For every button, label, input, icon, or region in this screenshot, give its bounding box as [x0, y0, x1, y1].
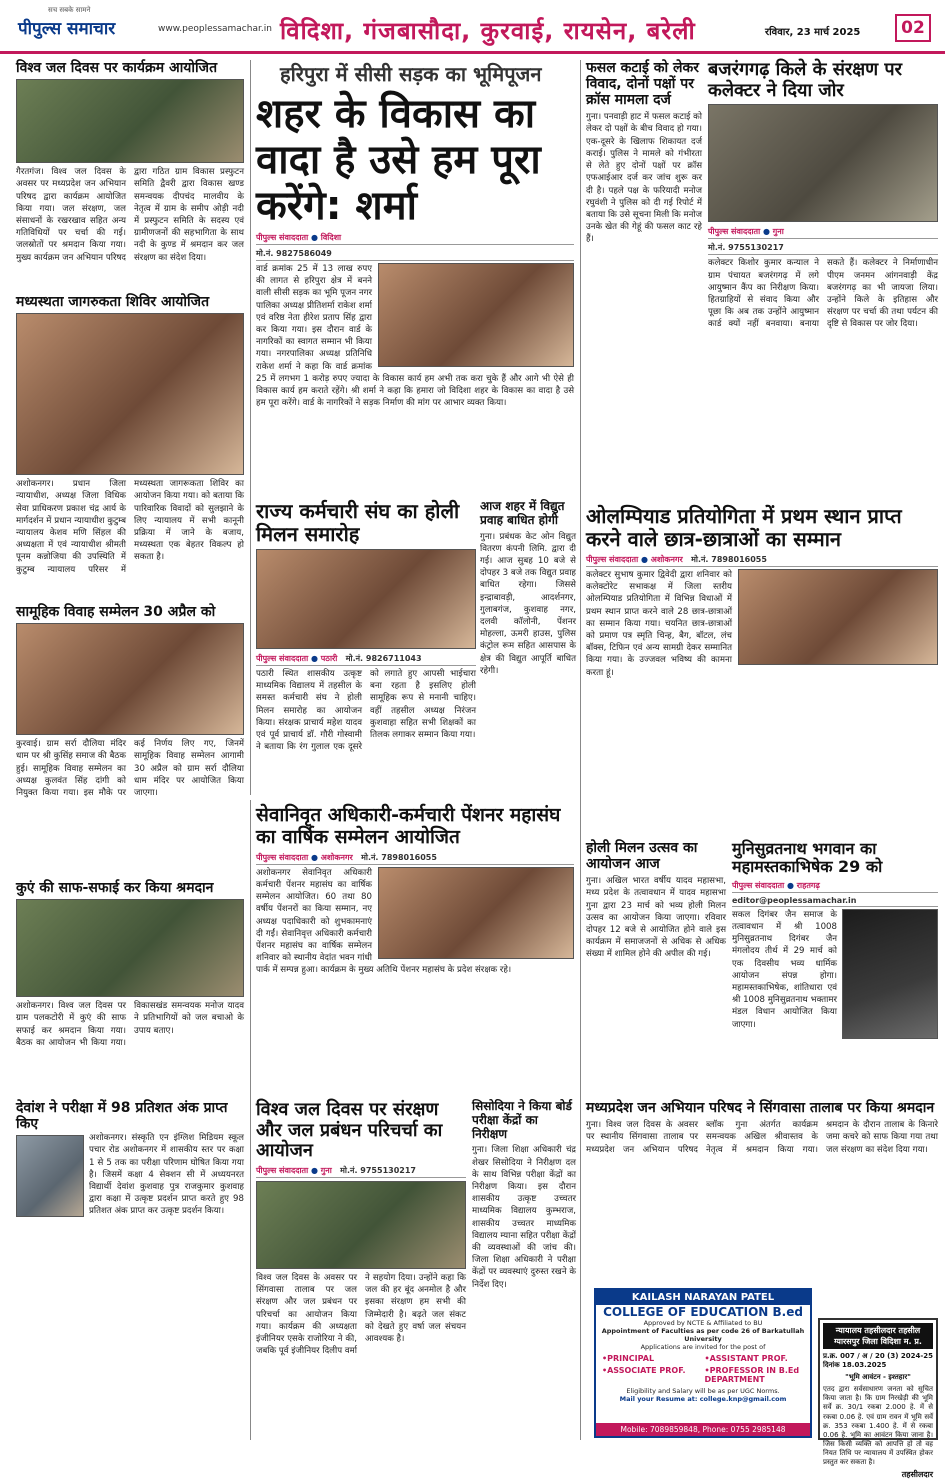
article-body: गुना। प्रबंधक केट ओन विद्युत वितरण कंपनी लिमि. द्वारा दी गई। आज सुबह 10 बजे से दोपहर 3 बजे तक विद्युत प्रवाह बाधित रहेगा। जिससे इन्द्राबावड़ी, आदर्शनगर, गुलाबगंज, कुशवाह नगर, दलवी कॉलोनी, पेंशनर मोहल्ला, ऊमरी हाउस, पुलिस कंट्रोल रूम सहित आसपास के क्षेत्र की विद्युत आपूर्ति बाधित रहेगी। — [480, 531, 576, 676]
story-well — [16, 880, 244, 1095]
headline: कुएं की साफ-सफाई कर किया श्रमदान — [16, 880, 214, 896]
ad-salary: Eligibility and Salary will be as per UGC Norms. — [626, 1387, 780, 1395]
article-body: अशोकनगर। संस्कृति एन इंग्लिश मिडियम स्कूल पचार रोड अशोकनगर में शासकीय स्तर पर कक्षा 1 से 5 तक का परीक्षा परिणाम घोषित किया गया है। जिसमें कक्षा 4 सेक्शन सी में अध्ययनरत विद्यार्थी देवांश कुशवाह पुत्र राजकुमार कुशवाह द्वारा कक्षा में उत्कृष्ट प्रदर्शन प्राप्त करते हुए 98 प्रतिशत अंक प्राप्त कर उत्कृष्ट प्रदर्शन किया। — [89, 1133, 244, 1217]
ad-approval: Approved by NCTE & Affiliated to BU — [643, 1319, 763, 1327]
story-olympiad — [586, 505, 938, 835]
article-body: विश्व जल दिवस के अवसर पर सिंगवासा तालाब पर जल संरक्षण और जल प्रबंधन पर परिचर्चा का आयोजन किया गया। कार्यक्रम की अध्यक्षता इंजीनियर एसके राजोरिया ने की, जबकि पूर्व इंजीनियर दिलीप वर्मा ने सहयोग दिया। उन्होंने कहा कि जल की हर बूंद अनमोल है और इसका संरक्षण हम सभी की जिम्मेदारी है। बढ़ते जल संकट को देखते हुए वर्षा जल संचयन आवश्यक है। — [256, 1273, 466, 1357]
ad-post: •PRINCIPAL — [602, 1354, 655, 1363]
byline: पीपुल्स संवाददाता ● अशोकनगर मो.नं. 7898016055 — [586, 553, 938, 567]
byline: पीपुल्स संवाददाता ● विदिशा — [256, 231, 574, 245]
headline: सामूहिक विवाह सम्मेलन 30 अप्रैल को — [16, 604, 216, 620]
headline: विश्व जल दिवस पर कार्यक्रम आयोजित — [16, 60, 218, 76]
notice-case: प्र.क्र. 007 / अ / 20 (3) 2024-25 दिनांक 18.03.2025 — [823, 1352, 933, 1370]
story-union — [256, 500, 476, 795]
article-body: कलेक्टर सुभाष कुमार द्विवेदी द्वारा शनिवार को कलेक्टोरेट सभाकक्ष में जिला स्तरीय ओलम्पियाड प्रतियोगिता में विभिन्न विधाओं में प्रथम स्थान प्राप्त करने वाले 28 छात्र-छात्राओं का सम्मान किया गया। चयनित छात्र-छात्राओं को प्रमाण पत्र स्मृति चिन्ह, बैग, बॉटल, लंच बॉक्स, टिफिन एवं अन्य सामग्री देकर सम्मानित किया गया। के उज्जवल भविष्य की कामना करता हूं। — [586, 570, 732, 678]
fort-sculptures-photo — [708, 104, 938, 222]
story-water-day — [16, 60, 244, 288]
ad-phone: Mobile: 7089859848, Phone: 0755 2985148 — [596, 1423, 810, 1436]
byline: पीपुल्स संवाददाता ● पठारी मो.नं. 9826711043 — [256, 652, 476, 666]
byline: पीपुल्स संवाददाता ● गुना मो.नं. 9755130217 — [256, 1164, 466, 1178]
ad-name: KAILASH NARAYAN PATEL — [596, 1290, 810, 1305]
headline: राज्य कर्मचारी संघ का होली मिलन समारोह — [256, 499, 460, 546]
byline: पीपुल्स संवाददाता ● राहतगढ़ — [732, 879, 938, 893]
holi-milan-photo — [256, 549, 476, 649]
headline: मध्यस्थता जागरुकता शिविर आयोजित — [16, 294, 210, 310]
story-fort — [708, 60, 938, 495]
student-portrait — [16, 1135, 84, 1217]
email: editor@peoplessamachar.in — [732, 895, 938, 907]
ad-post: •ASSISTANT PROF. — [704, 1354, 788, 1363]
headline: मुनिसुव्रतनाथ भगवान का महामस्तकाभिषेक 29 को — [732, 839, 883, 877]
headline: ओलम्पियाड प्रतियोगिता में प्रथम स्थान प्राप्त करने वाले छात्र-छात्राओं का सम्मान — [586, 504, 902, 551]
tagline: सच सबके सामने — [48, 6, 91, 14]
story-lead — [256, 60, 574, 490]
website-url: www.peoplessamachar.in — [158, 24, 272, 34]
ad-invite: Applications are invited for the post of — [640, 1343, 766, 1351]
edition-title: विदिशा, गंजबासौदा, कुरवाई, रायसेन, बरेली — [280, 17, 696, 45]
headline: देवांश ने परीक्षा में 98 प्रतिशत अंक प्राप्त किए — [16, 1100, 228, 1133]
story-devansh — [16, 1100, 244, 1440]
dateline: रविवार, 23 मार्च 2025 — [765, 27, 861, 38]
headline: बजरंगगढ़ किले के संरक्षण पर कलेक्टर ने दिया जोर — [708, 59, 903, 101]
notice-signature: तहसीलदार — [901, 1470, 933, 1480]
water-day-photo — [16, 79, 244, 163]
story-power — [480, 500, 576, 795]
article-body: गुना। विश्व जल दिवस के अवसर पर स्थानीय सिंगवासा तालाब पर मध्यप्रदेश जन अभियान परिषद ब्लॉक गुना अंतर्गत कार्यक्रम समन्वयक अखिल श्रीवास्तव के नेतृत्व में श्रमदान किया गया। श्रमदान के दौरान तालाब के किनारे जमा कचरे को साफ किया गया तथा जल संरक्षण का संदेश दिया गया। — [586, 1120, 938, 1155]
jain-idol-photo — [842, 909, 938, 1039]
headline: होली मिलन उत्सव का आयोजन आज — [586, 840, 698, 873]
article-body: गैरतगंज। विश्व जल दिवस के अवसर पर मध्यप्रदेश जन अभियान परिषद द्वारा कार्यक्रम आयोजित किया गया। जल संरक्षण, जल संसाधनों के रखरखाव सहित अन्य गतिविधियों पर चर्चा की गई। जलस्रोतों पर श्रमदान किया गया। मुख्य कार्यक्रम जन अभियान परिषद द्वारा गठित ग्राम विकास प्रस्फुटन समिति द्वैवरी द्वारा विकास खण्ड समन्वयक दीपचंद मालवीय के नेतृत्व में ग्राम के समीप ओड़ी नदी में प्रस्फुटन समिति के सदस्य एवं ग्रामीणजनों की सहभागिता के साथ नदी के कुण्ड में श्रमदान कर जल संरक्षण का संदेश दिया। — [16, 167, 244, 263]
marriage-meeting-photo — [16, 623, 244, 735]
story-munisuvrat — [732, 840, 938, 1100]
ad-mail: Mail your Resume at: college.knp@gmail.com — [619, 1395, 787, 1403]
well-cleaning-photo — [16, 899, 244, 997]
article-body: अशोकनगर। विश्व जल दिवस पर ग्राम पलकटोरी में कुएं की साफ सफाई कर श्रमदान किया गया। बैठक का आयोजन भी किया गया। विकासखंड समन्वयक मनोज यादव ने प्रतिभागियों को जल बचाओ के उपाय बताए। — [16, 1001, 244, 1048]
headline: सिसोदिया ने किया बोर्ड परीक्षा केंद्रों का निरीक्षण — [472, 1099, 572, 1141]
article-body: गुना। जिला शिक्षा अधिकारी चंद्र शेखर सिसोदिया ने निरीक्षण दल के साथ विभिन्न परीक्षा केंद्रों का निरीक्षण किया। इस दौरान शासकीय उत्कृष्ट उच्चतर माध्यमिक विद्यालय कुम्भराज, शासकीय उच्चतर माध्यमिक विद्यालय म्याना सहित परीक्षा केंद्रों की व्यवस्थाओं की जांच की। जिला शिक्षा अधिकारी ने परीक्षा केंद्रों पर व्यवस्थाएं दुरुस्त रखने के निर्देश दिए। — [472, 1145, 576, 1290]
pensioner-meeting-photo — [378, 867, 574, 959]
article-body: वार्ड क्रमांक 25 में 13 लाख रुपए की लागत से हरिपुरा क्षेत्र में बनने वाली सीसी सड़क का भूमि पूजन नगर पालिका अध्यक्ष प्रीतिशर्मा राकेश शर्मा एवं वरिष्ठ नेता हीरेश प्रताप सिंह द्वारा कर किया गया। इस दौरान वार्ड के नागरिकों का स्वागत सम्मान भी किया गया। नगरपालिका अध्यक्ष प्रतिनिधि राकेश शर्मा ने कहा कि वार्ड क्रमांक 25 में लगभग 1 करोड़ रुपए ज्यादा के विकास कार्य हम अभी तक करा चुके हैं और आगे भी ऐसे ही विकास कार्य हम कराते रहेंगे। श्री शर्मा ने कहा कि हमारा जो विदिशा शहर के विकास का वादा है उसे हम पूरा करेंगे। वार्ड के नागरिकों ने सड़क निर्माण की मांग पर आभार व्यक्त किया। — [256, 264, 574, 409]
ad-college: COLLEGE OF EDUCATION B.ed — [603, 1305, 803, 1319]
article-body: कलेक्टर किशोर कुमार कन्याल ने ग्राम पंचायत बजरंगगढ़ में लगे आयुष्मान कैंप का निरीक्षण किया। हितग्राहियों से संवाद किया और पूछा कि अब तक उन्होंने आयुष्मान कार्ड क्यों नहीं बनवाया। बनाया सकते हैं। कलेक्टर ने निर्माणाधीन पीएम जनमन आंगनवाड़ी केंद्र बजरंगगढ़ का भी जायजा लिया। उन्होंने किले के इतिहास और संरक्षण पर चर्चा की तथा पर्यटन की दृष्टि से विकास पर जोर दिया। — [708, 258, 938, 330]
discussion-photo — [256, 1181, 466, 1269]
legal-notice — [818, 1318, 938, 1480]
ad-post: •ASSOCIATE PROF. — [602, 1366, 686, 1375]
newspaper-logo: सच सबके सामने पीपुल्स समाचार — [18, 6, 116, 39]
phone: मो.नं. 9827586049 — [256, 247, 574, 261]
story-mediation — [16, 294, 244, 600]
ad-appointment: Appointment of Faculties as per code 26 of Barkatullah University — [601, 1327, 805, 1343]
article-body: कुरवाई। ग्राम सर्रा दौलिया मंदिर धाम पर श्री कुसिंह समाज की बैठक हुई। सामूहिक विवाह सम्मेलन का अध्यक्ष कुलवंत सिंह दांगी को नियुक्त किया गया। इस मौके पर कई निर्णय लिए गए, जिनमें सामूहिक विवाह सम्मेलन आगामी 30 अप्रैल को ग्राम सर्रा दौलिया धाम मंदिर पर आयोजित किया जाएगा। — [16, 739, 244, 798]
headline: सेवानिवृत अधिकारी-कर्मचारी पेंशनर महासंघ का वार्षिक सम्मेलन आयोजित — [256, 804, 561, 848]
article-body: अशोकनगर। प्रधान जिला न्यायाधीश, अध्यक्ष जिला विधिक सेवा प्राधिकरण प्रकाश चंद्र आर्य के मार्गदर्शन में प्रधान न्यायाधीश कुटुम्ब न्यायालय केशव मणि सिंहल की अध्यक्षता में एवं न्यायाधीश श्रीमती पूनम कन्नोजिया की उपस्थिति में कुटुम्ब न्यायालय परिसर में मध्यस्थता जागरूकता शिविर का आयोजन किया गया। को बताया कि पारिवारिक विवादों को सुलझाने के लिए न्यायालय में सभी कानूनी प्रक्रिया में जाने के बजाय, मध्यस्थता एक बेहतर विकल्प हो सकता है। — [16, 479, 244, 575]
story-pensioner — [256, 805, 574, 1075]
phone: मो.नं. 9755130217 — [708, 241, 938, 255]
lead-headline: शहर के विकास का वादा है उसे हम पूरा करेंगे: शर्मा — [256, 91, 541, 229]
headline: आज शहर में विद्युत प्रवाह बाधित होगी — [480, 499, 565, 527]
story-sisodia — [472, 1100, 576, 1440]
headline: फसल कटाई को लेकर विवाद, दोनों पक्षों पर क्रॉस मामला दर्ज — [586, 60, 700, 109]
story-marriage — [16, 604, 244, 874]
notice-text: एतद द्वारा सर्वसाधारण जनता को सूचित किया जाता है। कि ग्राम निरखेड़ी की भूमि सर्वे क्र. 30/1 रकबा 2.000 हे. में से रकबा 0.06 हे. एवं ग्राम रावन में भूमि सर्वे क्र. 353 रकबा 1.400 हे. में से रकबा 0.06 हे. भूमि का आवंटन किया जाना है। जिस किसी व्यक्ति को आपत्ति हो तो वह नियत तिथि पर न्यायालय में उपस्थित होकर प्रस्तुत कर सकता है। — [823, 1385, 933, 1467]
olympiad-award-photo — [738, 569, 938, 665]
notice-heading: न्यायालय तहसीलदार तहसील ग्यारसपुर जिला विदिशा म. प्र. — [823, 1323, 933, 1349]
article-body: पठारी स्थित शासकीय उत्कृष्ट माध्यमिक विद्यालय में तहसील के समस्त कर्मचारी संघ ने होली मिलन समारोह का आयोजन किया। संरक्षक प्राचार्य महेश यादव एवं पूर्व प्राचार्य डॉ. गौरी गोस्वामी ने बताया कि रंग गुलाल एक दूसरे को लगाते हुए आपसी भाईचारा बना रहता है इसलिए होली सामूहिक रूप से मनानी चाहिए। वहीं तहसील अध्यक्ष निरंजन कुशवाहा सहित सभी शिक्षकों का तिलक लगाकर सम्मान किया गया। — [256, 669, 476, 753]
article-body: सकल दिगंबर जैन समाज के तत्वावधान में श्री 1008 मुनिसुव्रतनाथ दिगंबर जैन मंगलोदय तीर्थ में 29 मार्च को एक दिवसीय भव्य धार्मिक आयोजन संपन्न होगा। महामस्तकाभिषेक, शांतिधारा एवं श्री 1008 मुनिसुव्रतनाथ भक्तामर मंडल विधान आयोजित किया जाएगा। — [732, 909, 837, 1030]
masthead — [0, 0, 945, 54]
story-conservation — [256, 1100, 466, 1440]
page-number: 02 — [895, 14, 931, 42]
headline: मध्यप्रदेश जन अभियान परिषद ने सिंगवासा तालाब पर किया श्रमदान — [586, 1100, 935, 1116]
notice-title: "भूमि आवंटन - इश्तहार" — [845, 1373, 911, 1382]
story-holi — [586, 840, 726, 1095]
article-body: अशोकनगर सेवानिवृत अधिकारी कर्मचारी पेंशनर महासंघ का वार्षिक सम्मेलन आयोजित। 60 तथा 80 वर्षीय पेंशनरों का किया सम्मान, नए अध्यक्ष पदाधिकारी को शुभकामनाएं दी गईं। सेवानिवृत्त अधिकारी कर्मचारी पेंशनर महासंघ का वार्षिक सम्मेलन शनिवार को स्थानीय वेदांत भवन गांधी पार्क में सम्पन्न हुआ। कार्यक्रम के मुख्य अतिथि पेंशनर महासंघ के प्रदेश संरक्षक रहे। — [256, 867, 512, 976]
story-shramdan — [586, 1100, 938, 1282]
mediation-photo — [16, 313, 244, 475]
headline: विश्व जल दिवस पर संरक्षण और जल प्रबंधन परिचर्चा का आयोजन — [256, 1099, 443, 1162]
college-advertisement — [594, 1288, 812, 1438]
ad-post: •PROFESSOR IN B.Ed DEPARTMENT — [704, 1366, 800, 1384]
bhoomipujan-photo — [378, 263, 574, 367]
kicker: हरिपुरा में सीसी सड़क का भूमिपूजन — [280, 62, 542, 86]
byline: पीपुल्स संवाददाता ● गुना — [708, 225, 938, 239]
byline: पीपुल्स संवाददाता ● अशोकनगर मो.नं. 7898016055 — [256, 851, 574, 865]
article-body: गुना। पनवाड़ी हाट में फसल कटाई को लेकर दो पक्षों के बीच विवाद हो गया। एक-दूसरे के खिलाफ शिकायत दर्ज कराई। पुलिस ने मामले को गंभीरता से लेते हुए दोनों पक्षों पर क्रॉस एफआईआर दर्ज कर जांच शुरू कर दी है। पहले पक्ष के फरियादी मनोज रघुवंशी ने पुलिस को दी गई रिपोर्ट में बताया कि उसे सूचना मिली कि मनोज उनके खेत की गेहूं की फसल काट रहे हैं। — [586, 112, 702, 245]
article-body: गुना। अखिल भारत वर्षीय यादव महासभा, मध्य प्रदेश के तत्वावधान में यादव महासभा गुना द्वारा 23 मार्च को भव्य होली मिलन उत्सव का आयोजन किया जाएगा। रविवार दोपहर 12 बजे से आयोजित होने वाले इस कार्यक्रम में समाजजनों से अधिक से अधिक संख्या में शामिल होने की अपील की गई। — [586, 876, 726, 960]
story-harvest — [586, 60, 702, 495]
